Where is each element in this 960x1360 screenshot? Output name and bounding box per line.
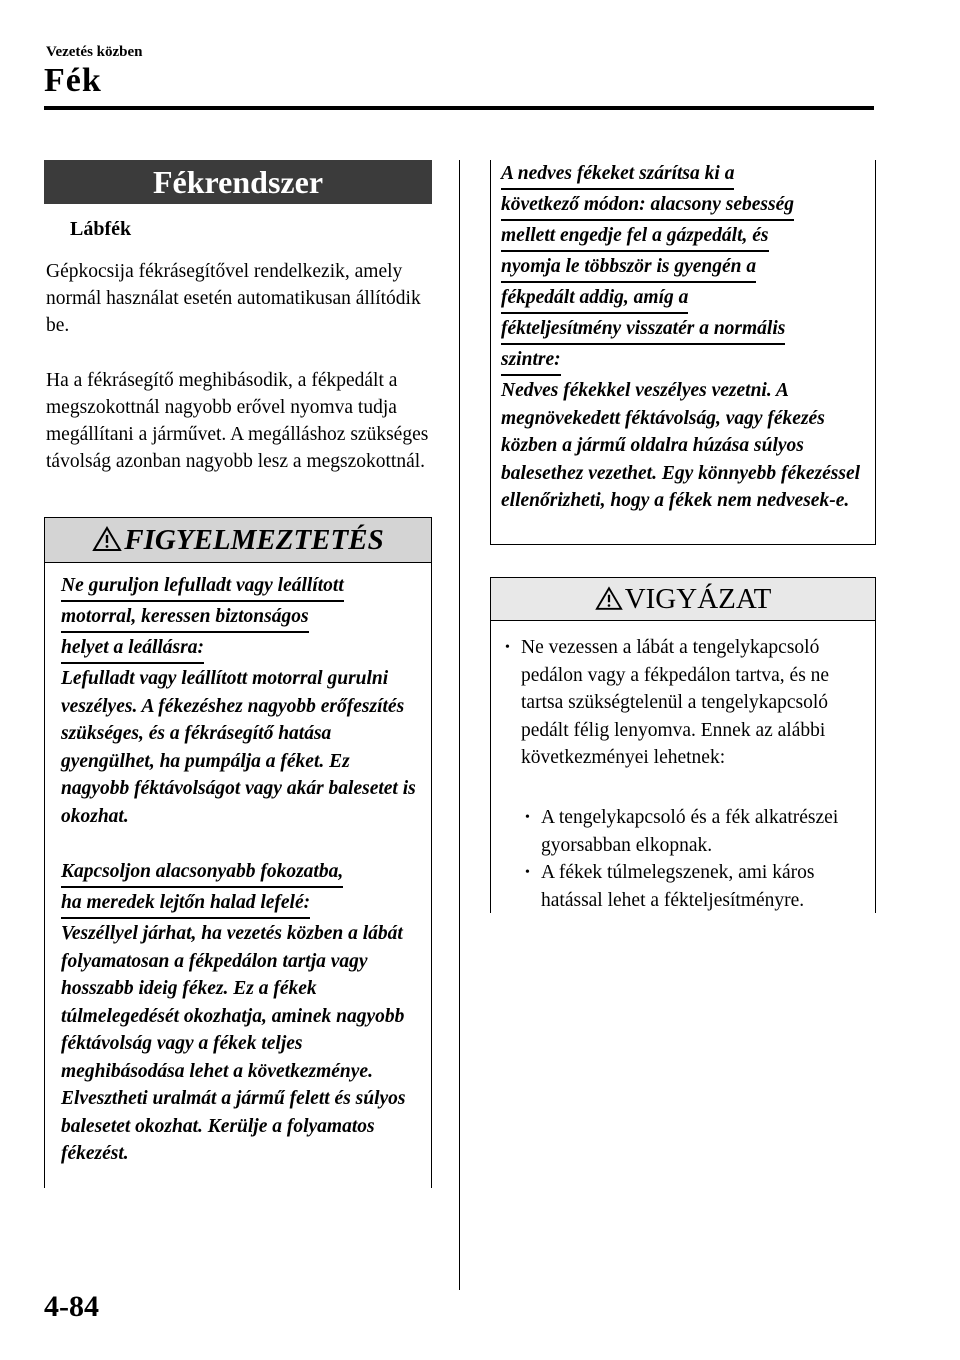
caution-bullet-1-text: Ne vezessen a lábát a tengelykapcsoló pedálon vagy a fékpedálon tartva, és ne tartsa szükségtelenül a tengelykapcsoló pedált félig lenyomva. Ennek az alábbi következményei lehetnek: [521,637,830,768]
wet-brakes-body: Nedves fékekkel veszélyes vezetni. A megnövekedett féktávolság, vagy fékezés közben a jármű oldalra húzása súlyos balesethez vezethet. Egy könnyebb fékezéssel ellenőrizheti, hogy a fékek nem nedvesek-e. [501,380,861,511]
caution-sub-bullet-1-text: A tengelykapcsoló és a fék alkatrészei gyorsabban elkopnak. [541,807,839,856]
page-number: 4-84 [44,1290,99,1323]
bullet-icon: • [505,640,510,655]
section-label: Vezetés közben [46,44,143,60]
wet-heading-line: nyomja le többször is gyengén a [501,255,756,283]
warning-item-2-body: Veszéllyel járhat, ha vezetés közben a lábát folyamatosan a fékpedálon tartja vagy hosszabb ideig fékez. Ez a fékek túlmelegedését okozhatja, aminek nagyobb féktávolság vagy a fékek teljes meghibásodása lehet a következménye. Elvesztheti uralmát a jármű felett és súlyos balesetet okozhat. Kerülje a folyamatos fékezést. [61,923,406,1164]
warning-label: FIGYELMEZTETÉS [124,524,384,556]
warning-item-2-heading-line: Kapcsoljon alacsonyabb fokozatba, [61,860,343,888]
wet-heading-line: mellett engedje fel a gázpedált, és [501,224,769,252]
paragraph-1: Gépkocsija fékrásegítővel rendelkezik, amely normál használat esetén automatikusan állítódik be. [46,261,421,336]
warning-item-1-heading-line: motorral, keressen biztonságos [61,605,309,633]
bullet-icon: • [525,810,530,825]
paragraph-2: Ha a fékrásegítő meghibásodik, a fékpedált a megszokottnál nagyobb erővel nyomva tudja megállítani a járművet. A megálláshoz szükséges távolság azonban nagyobb lesz a megszokottnál. [46,370,429,472]
warning-header [45,518,431,563]
caution-label: VIGYÁZAT [624,583,772,615]
wet-brakes-warning-continued [490,160,876,545]
header-rule [44,106,874,110]
warning-item-1-heading-line: Ne guruljon lefulladt vagy leállított [61,574,344,602]
warning-triangle-icon [595,586,623,611]
warning-item-1 [61,572,416,830]
bullet-icon: • [525,865,530,880]
wet-heading-line: következő módon: alacsony sebesség [501,193,794,221]
caution-box [490,577,876,913]
column-divider [459,160,460,1290]
warning-item-1-heading-line: helyet a leállásra: [61,636,204,664]
wet-heading-line: szintre: [501,348,561,376]
warning-item-1-body: Lefulladt vagy leállított motorral gurulni veszélyes. A fékezéshez nagyobb erőfeszítés szükséges, és a fékrásegítő hatása gyengülhet, ha pumpálja a féket. Ez nagyobb féktávolságot vagy akár balesetet is okozhat. [61,668,416,827]
section-title: Fék [44,62,102,99]
caution-sub-bullet-2 [525,859,865,914]
warning-item-2-heading-line: ha meredek lejtőn halad lefelé: [61,891,310,919]
wet-brakes-text [501,160,867,515]
wet-heading-line: fékteljesítmény visszatér a normális [501,317,785,345]
caution-sub-bullet-2-text: A fékek túlmelegszenek, ami káros hatással lehet a fékteljesítményre. [541,862,815,911]
wet-heading-line: fékpedált addig, amíg a [501,286,688,314]
page-title: Fékrendszer [44,160,432,204]
warning-item-2 [61,858,416,1168]
caution-sub-bullet-1 [525,804,865,859]
caution-bullet-1 [505,634,855,772]
warning-triangle-icon [92,526,122,552]
caution-header [491,578,875,621]
wet-heading-line: A nedves fékeket szárítsa ki a [501,162,734,190]
subheading: Lábfék [70,218,132,240]
warning-box [44,517,432,1188]
